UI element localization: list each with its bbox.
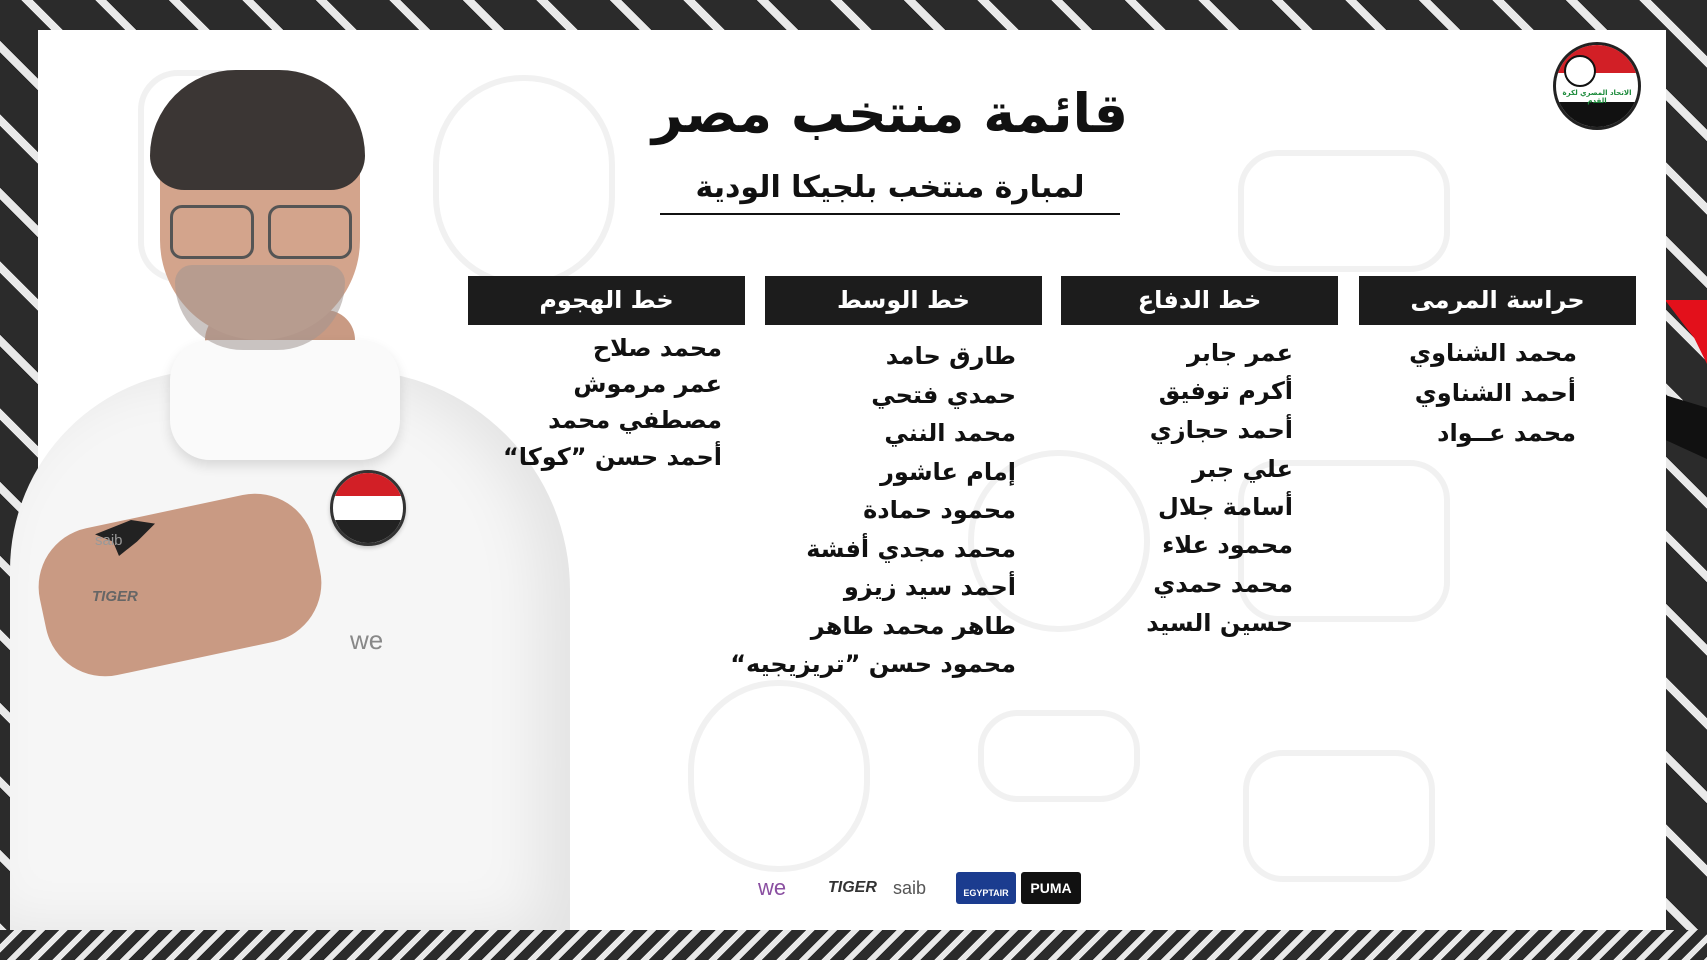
player-forward: أحمد حسن ”كوكا“ — [502, 443, 722, 471]
player-defender: محمد حمدي — [1153, 570, 1293, 598]
player-defender: علي جبر — [1192, 455, 1293, 483]
watermark-icon — [1243, 750, 1435, 882]
header-defense: خط الدفاع — [1061, 276, 1338, 325]
player-goalkeeper: أحمد الشناوي — [1414, 379, 1576, 407]
player-forward: عمر مرموش — [573, 370, 722, 398]
header-attack: خط الهجوم — [468, 276, 745, 325]
player-midfielder: محمد النني — [884, 419, 1016, 447]
shirt-collar — [170, 340, 400, 460]
sponsor-we-logo: we — [758, 875, 787, 900]
watermark-icon — [688, 680, 870, 872]
page-title: قائمة منتخب مصر — [651, 82, 1129, 145]
player-midfielder: محمود حمادة — [863, 496, 1016, 524]
bottom-border — [0, 930, 1707, 960]
egypt-badge-icon — [330, 470, 406, 546]
egyptian-fa-logo — [1553, 42, 1641, 130]
player-defender: محمود علاء — [1162, 531, 1293, 559]
player-goalkeeper: محمد عــواد — [1437, 419, 1576, 447]
watermark-icon — [978, 710, 1140, 802]
watermark-icon — [1238, 150, 1450, 272]
player-midfielder: أحمد سيد زيزو — [843, 573, 1016, 601]
player-midfielder: طاهر محمد طاهر — [810, 612, 1016, 640]
player-midfielder: إمام عاشور — [880, 458, 1016, 486]
player-defender: حسين السيد — [1146, 609, 1293, 637]
sponsor-puma-logo: PUMA — [1021, 872, 1081, 904]
player-midfielder: محمد مجدي أفشة — [806, 535, 1016, 563]
player-midfielder: محمود حسن ”تريزيجيه“ — [730, 650, 1016, 678]
we-shirt-logo: we — [350, 625, 384, 655]
sponsor-tiger-logo: TIGER — [828, 879, 877, 896]
saib-shirt-logo: saib — [95, 532, 123, 549]
tiger-shirt-logo: TIGER — [92, 588, 138, 605]
coach-hair — [150, 70, 365, 190]
header-goalkeepers: حراسة المرمى — [1359, 276, 1636, 325]
fed-logo-text: الاتحاد المصري لكرة القدم — [1562, 89, 1632, 105]
page-subtitle: لمبارة منتخب بلجيكا الودية — [660, 170, 1120, 215]
player-defender: أسامة جلال — [1158, 493, 1293, 521]
glasses-icon — [170, 205, 350, 255]
player-forward: محمد صلاح — [592, 334, 722, 362]
sponsor-saib-logo: saib — [893, 878, 927, 898]
sponsor-egyptair-logo: EGYPTAIR — [956, 872, 1016, 904]
header-midfield: خط الوسط — [765, 276, 1042, 325]
player-midfielder: طارق حامد — [885, 342, 1016, 370]
player-defender: أكرم توفيق — [1158, 377, 1293, 405]
football-icon — [1564, 55, 1596, 87]
coach-photo — [0, 40, 600, 930]
player-forward: مصطفي محمد — [548, 406, 722, 434]
player-defender: عمر جابر — [1186, 339, 1293, 367]
player-goalkeeper: محمد الشناوي — [1409, 339, 1577, 367]
player-defender: أحمد حجازي — [1149, 416, 1293, 444]
player-midfielder: حمدي فتحي — [871, 381, 1016, 409]
